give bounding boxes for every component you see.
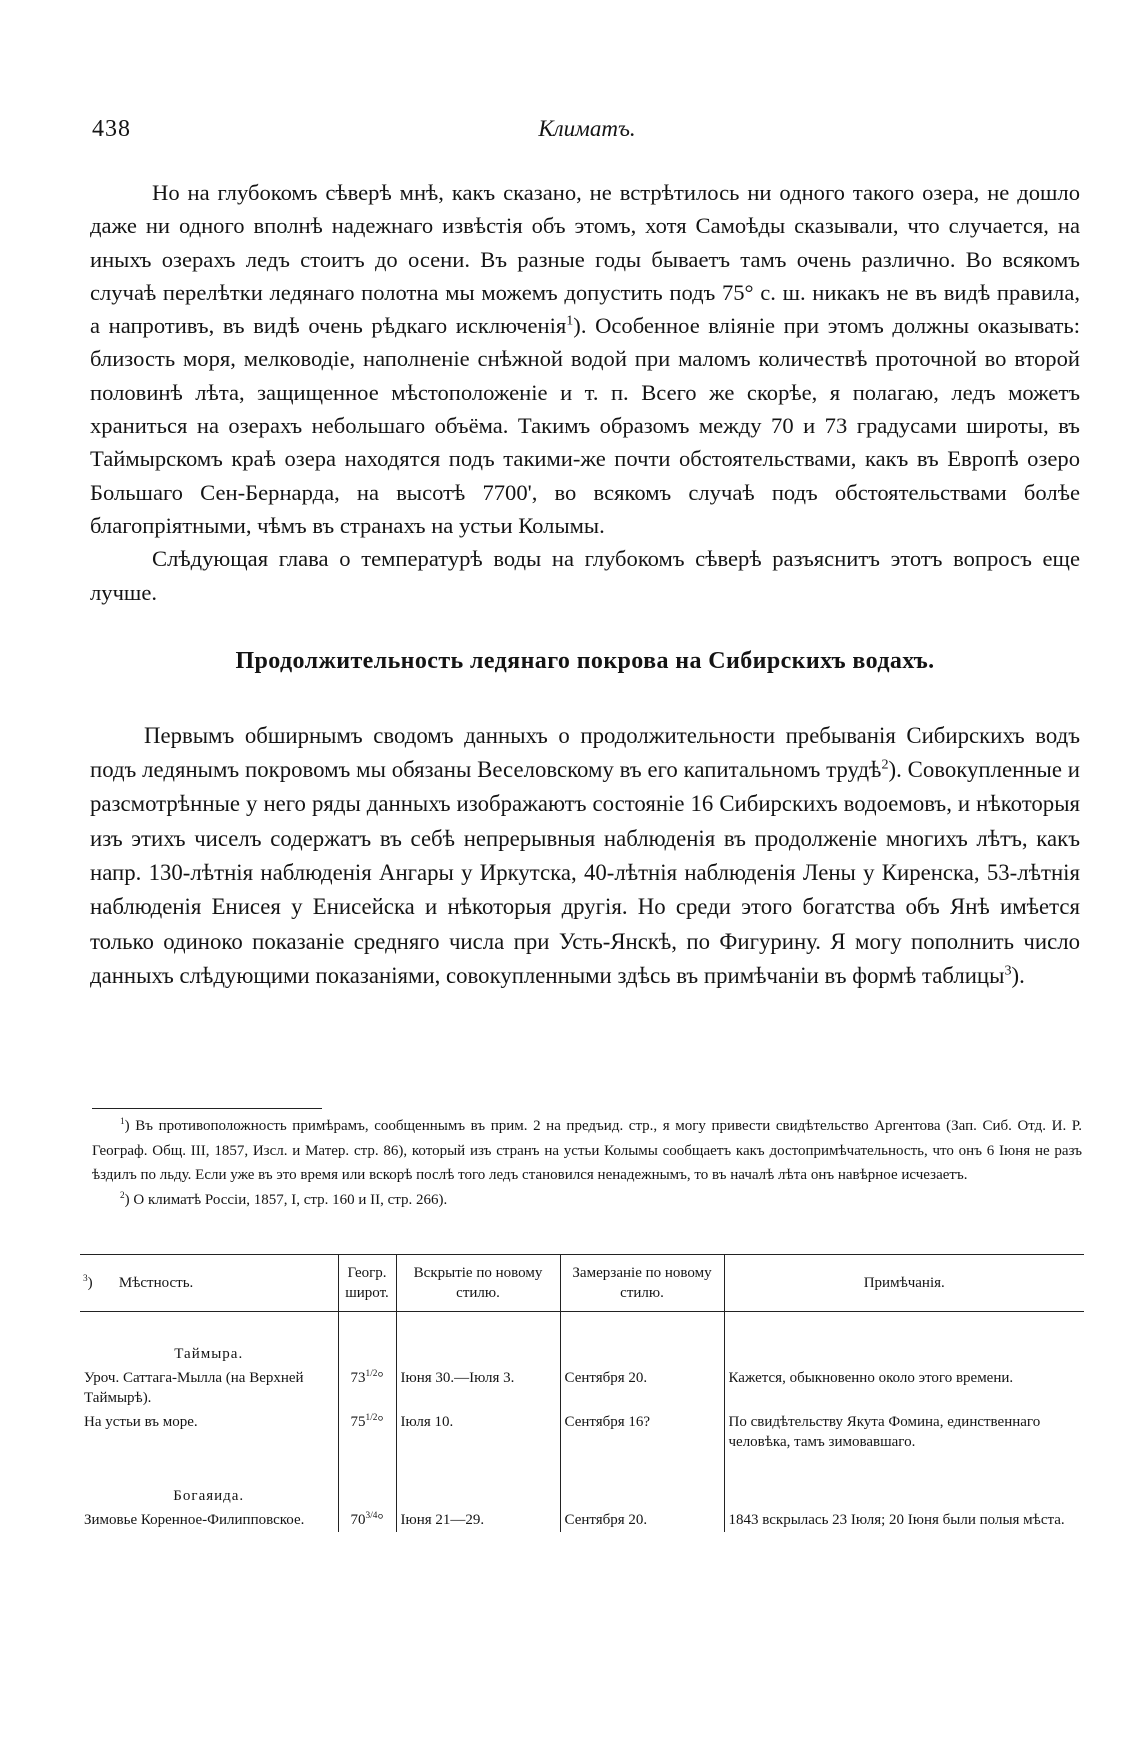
page-header	[92, 116, 1082, 150]
paragraph-1-text: Но на глубокомъ сѣверѣ мнѣ, какъ сказано, не встрѣтилось ни одного такого озера, не дошло даже ни одного вполнѣ надежнаго извѣстія объ этомъ, хотя Самоѣды сказывали, что случается, на иныхъ озерахъ ледъ стоитъ до осени. Въ разные годы бываетъ тамъ очень различно. Во всякомъ случаѣ перелѣтки ледянаго полотна мы можемъ допустить подъ 75° с. ш. никакъ не въ видѣ правила, а напротивъ, въ видѣ очень рѣдкаго исключенія	[90, 180, 1080, 339]
header-locality-label: Мѣстность.	[118, 1275, 194, 1291]
page-number: 438	[92, 116, 131, 142]
section-heading: Продолжительность ледянаго покрова на Сибирскихъ водахъ.	[235, 647, 935, 674]
paragraph-3-text-c: ).	[1011, 962, 1025, 988]
footnote-2-mark: 2	[120, 1190, 125, 1201]
group-name-bogaida: Богаяида.	[173, 1488, 245, 1504]
ice-data-table-wrap	[80, 1254, 1084, 1532]
paragraph-2: Слѣдующая глава о температурѣ воды на глубокомъ сѣверѣ разъяснитъ этотъ вопросъ еще лучше.	[90, 546, 1080, 605]
lat-frac: 1/2	[365, 1413, 378, 1423]
header-freezing: Замерзаніе по новому стилю.	[560, 1255, 724, 1312]
paragraph-3	[90, 719, 1080, 993]
header-locality: $^3$) Мѣстность.	[80, 1255, 338, 1312]
row-locality: Зимовье Коренное-Филипповское.	[84, 1512, 305, 1528]
header-opening: Вскрытіе по новому стилю.	[396, 1255, 560, 1312]
row-locality: На устьи въ море.	[84, 1414, 198, 1430]
main-text	[90, 176, 1080, 993]
footnotes	[92, 1114, 1082, 1212]
table-header-row	[80, 1255, 1084, 1312]
row-notes: По свидѣтельству Якута Фомина, единственнаго человѣка, тамъ зимовавшаго.	[724, 1410, 1084, 1454]
row-opening: Іюня 21—29.	[396, 1508, 560, 1532]
row-locality: Уроч. Саттага-Мылла (на Верхней Таймырѣ).	[84, 1370, 304, 1406]
row-opening: Іюня 30.—Іюля 3.	[396, 1366, 560, 1410]
paragraph-1	[90, 176, 1080, 542]
table-note-mark: 3	[83, 1274, 88, 1284]
paragraph-3-text-a: Первымъ обширнымъ сводомъ данныхъ о продолжительности пребыванія Сибирскихъ водъ подъ ледянымъ покровомъ мы обязаны Веселовскому въ его капитальномъ трудѣ	[90, 722, 1080, 783]
row-notes: Кажется, обыкновенно около этого времени.	[724, 1366, 1084, 1410]
row-freezing: Сентября 20.	[560, 1366, 724, 1410]
lat-deg: °	[377, 1512, 384, 1528]
footnote-1	[92, 1114, 1082, 1188]
footnote-ref-3: 3	[1004, 962, 1012, 979]
header-notes: Примѣчанія.	[724, 1255, 1084, 1312]
lat-frac: 1/2	[365, 1369, 378, 1379]
lat-frac: 3/4	[365, 1511, 378, 1521]
table-row	[80, 1508, 1084, 1532]
group-name-taimyra: Таймыра.	[174, 1346, 244, 1362]
lat-int: 75	[350, 1414, 366, 1430]
group-row	[80, 1484, 1084, 1508]
group-row	[80, 1342, 1084, 1366]
lat-deg: °	[377, 1370, 384, 1386]
paragraph-3-text-b: ). Совокупленные и разсмотрѣнные у него ряды данныхъ изображаютъ состояніе 16 Сибирскихъ водоемовъ, и нѣкоторыя изъ этихъ чиселъ содержатъ въ себѣ непрерывныя наблюденія въ продолженіе многихъ лѣтъ, какъ напр. 130-лѣтнія наблюденія Ангары у Иркутска, 40-лѣтнія наблюденія Лены у Киренска, 53-лѣтнія наблюденія Енисея у Енисейска и нѣкоторыя другія. Но среди этого богатства объ Янѣ имѣется только одиноко показаніе средняго числа при Усть-Янскѣ, по Фигурину. Я могу пополнить число данныхъ слѣдующими показаніями, совокупленными здѣсь въ примѣчаніи въ формѣ таблицы	[90, 757, 1080, 988]
row-freezing: Сентября 16?	[560, 1410, 724, 1454]
footnote-ref-2: 2	[881, 756, 889, 773]
ice-data-table	[80, 1254, 1084, 1532]
table-row	[80, 1366, 1084, 1410]
footnote-2-text: ) О климатѣ Россіи, 1857, I, стр. 160 и II, стр. 266).	[124, 1191, 448, 1208]
row-opening: Іюля 10.	[396, 1410, 560, 1454]
footnote-rule	[92, 1108, 322, 1109]
footnote-1-mark: 1	[120, 1117, 125, 1127]
row-notes: 1843 вскрылась 23 Іюля; 20 Іюня были полыя мѣста.	[724, 1508, 1084, 1532]
lat-int: 70	[350, 1512, 366, 1528]
paragraph-1-text-rest: ). Особенное вліяніе при этомъ должны оказывать: близость моря, мелководіе, наполненіе снѣжной водой при маломъ количествѣ проточной во второй половинѣ лѣта, защищенное мѣстоположеніе и т. п. Всего же скорѣе, я полагаю, ледъ можетъ храниться на озерахъ небольшаго объёма. Такимъ образомъ между 70 и 73 градусами широты, въ Таймырскомъ краѣ озера находятся подъ такими-же почти обстоятельствами, какъ въ Европѣ озеро Большаго Сен-Бернарда, на высотѣ 7700', во всякомъ случаѣ подъ обстоятельствами болѣе благопріятными, чѣмъ въ странахъ на устьи Колымы.	[90, 313, 1080, 538]
footnote-2	[92, 1188, 1082, 1213]
lat-int: 73	[350, 1370, 366, 1386]
row-lat	[338, 1508, 396, 1532]
row-freezing: Сентября 20.	[560, 1508, 724, 1532]
table-row	[80, 1410, 1084, 1454]
lat-deg: °	[377, 1414, 384, 1430]
row-lat	[338, 1410, 396, 1454]
footnote-1-text: ) Въ противоположность примѣрамъ, сообщеннымъ въ прим. 2 на предъид. стр., я могу привести свидѣтельство Аргентова (Зап. Сиб. Отд. И. Р. Географ. Общ. III, 1857, Изсл. и Матер. стр. 86), который изъ странъ на устьи Колымы сообщаетъ какъ достопримѣчательность, что онъ 6 Іюня не разъ ѣздилъ по льду. Если уже въ это время или вскорѣ послѣ того ледъ становился ненадежнымъ, то въ началѣ лѣта онъ навѣрное исчезаетъ.	[92, 1118, 1082, 1183]
row-lat	[338, 1366, 396, 1410]
header-lat: Геогр. широт.	[338, 1255, 396, 1312]
running-title: Климатъ.	[538, 116, 636, 141]
footnote-ref-1: 1	[566, 313, 574, 329]
